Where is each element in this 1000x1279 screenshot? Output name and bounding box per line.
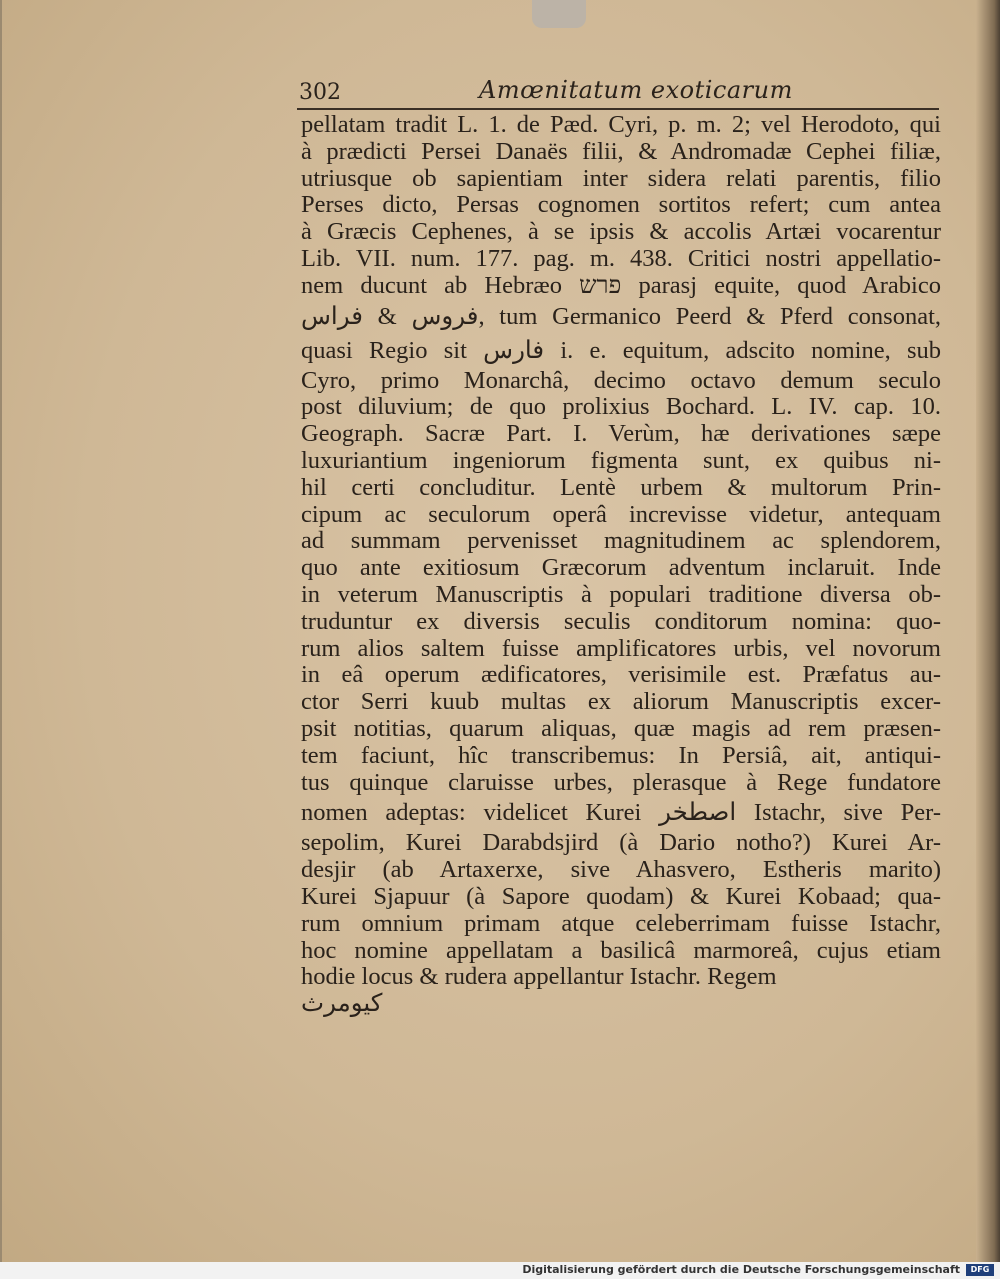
text-line: tus quinque claruisse urbes, plerasque à Rege fundatore [301,768,941,796]
text-line: utriusque ob sapientiam inter sidera relati parentis, filio [301,164,941,192]
book-gutter [976,0,1000,1262]
text-line: quasi Regio sit فارس i. e. equitum, adscito nomine, sub [301,336,941,364]
body-text [301,112,941,1018]
text-line: Kurei Sjapuur (à Sapore quodam) & Kurei Kobaad; qua- [301,882,941,910]
page-header [297,74,939,110]
text-line: hoc nomine appellatam a basilicâ marmoreâ, cujus etiam [301,936,941,964]
text-line: sepolim, Kurei Darabdsjird (à Dario notho?) Kurei Ar- [301,829,941,857]
running-head: Amœnitatum exoticarum [479,76,793,104]
page-clip [532,0,586,28]
page-number: 302 [299,80,341,105]
text-line: Perses dicto, Persas cognomen sortitos refert; cum antea [301,191,941,219]
footer-bar [0,1262,1000,1279]
text-line: à Græcis Cephenes, à se ipsis & accolis Artæi vocarentur [301,218,941,246]
text-line: post diluvium; de quo prolixius Bochard. L. IV. cap. 10. [301,393,941,421]
text-line: truduntur ex diversis seculis conditorum nomina: quo- [301,607,941,635]
text-line: فروس & فراس, tum Germanico Peerd & Pferd consonat, [301,302,941,330]
text-line: hil certi concluditur. Lentè urbem & multorum Prin- [301,473,941,501]
funding-credit: Digitalisierung gefördert durch die Deutsche Forschungsgemeinschaft [522,1263,960,1276]
text-line: Lib. VII. num. 177. pag. m. 438. Critici nostri appellatio- [301,244,941,272]
text-line: rum alios saltem fuisse amplificatores urbis, vel novorum [301,634,941,662]
text-line: luxuriantium ingeniorum figmenta sunt, ex quibus ni- [301,446,941,474]
text-line: nomen adeptas: videlicet Kurei اصطخر Istachr, sive Per- [301,799,942,827]
text-line: in eâ operum ædificatores, verisimile est. Præfatus au- [301,661,941,689]
text-line: hodie locus & rudera appellantur Istachr. Regem [301,963,777,991]
text-line: pellatam tradit L. 1. de Pæd. Cyri, p. m. 2; vel Herodoto, qui [301,111,941,138]
text-line: nem ducunt ab Hebræo פרש parasj equite, quod Arabico [301,271,941,299]
text-line: Geograph. Sacræ Part. I. Verùm, hæ derivationes sæpe [301,420,941,448]
text-line: desjir (ab Artaxerxe, sive Ahasvero, Estheris marito) [301,856,941,884]
text-line: ctor Serri kuub multas ex aliorum Manuscriptis excer- [301,688,941,716]
text-line: à prædicti Persei Danaës filii, & Andromadæ Cephei filiæ, [301,137,941,165]
text-line: quo ante exitiosum Græcorum adventum inclaruit. Inde [301,554,941,582]
text-line: tem faciunt, hîc transcribemus: In Persiâ, ait, antiqui- [301,741,941,769]
text-line: كيومرث [301,990,383,1018]
text-line: in veterum Manuscriptis à populari traditione diversa ob- [301,580,941,608]
text-line: ad summam pervenisset magnitudinem ac splendorem, [301,527,941,555]
dfg-logo: DFG [966,1264,994,1276]
text-line: cipum ac seculorum operâ increvisse videtur, antequam [301,500,941,528]
text-line: psit notitias, quarum aliquas, quæ magis ad rem præsen- [301,714,941,742]
text-line: rum omnium primam atque celeberrimam fuisse Istachr, [301,909,941,937]
text-line: Cyro, primo Monarchâ, decimo octavo demum seculo [301,366,941,394]
